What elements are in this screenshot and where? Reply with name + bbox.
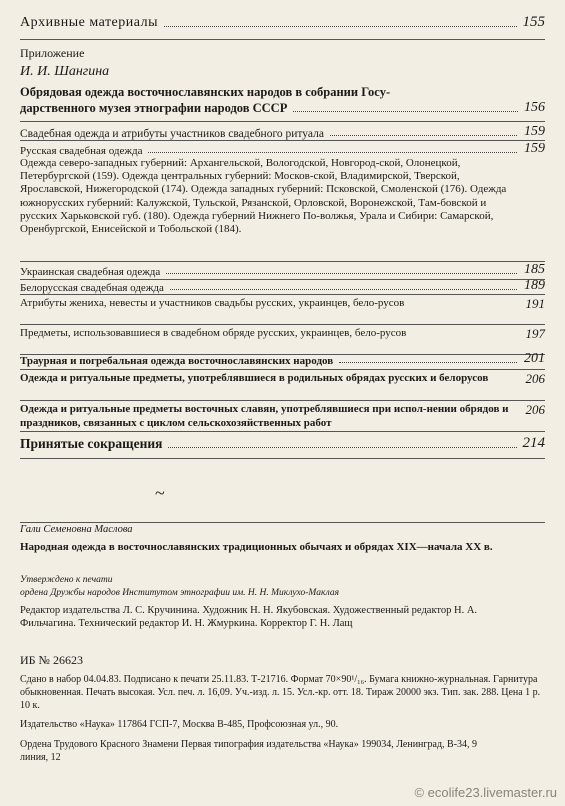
author-name: И. И. Шангина	[20, 64, 110, 79]
separator-line	[20, 39, 545, 40]
watermark-text: © ecolife23.livemaster.ru	[414, 785, 557, 800]
editors-block: Редактор издательства Л. С. Кручинина. Художник Н. Н. Якубовская. Художественный редактор Н. А. Фильчагина. Технический редактор И. Н. Жмуркина. Корректор Г. Н. Лащ	[20, 605, 478, 629]
toc-entry-attributes: Атрибуты женихa, невесты и участников свадьбы русских, украинцев, бело-русов 191	[20, 296, 545, 311]
appendix-heading: Приложение	[20, 46, 85, 60]
colophon-author: Гали Семеновна Маслова	[20, 524, 133, 535]
toc-entry-ukrainian: Украинская свадебная одежда 185	[20, 262, 545, 278]
colophon-title: Народная одежда в восточнославянских традиционных обычаях и обрядах XIX—начала XX в.	[20, 541, 493, 553]
toc-entry-ritual-items: Предметы, использовавшиеся в свадебном обряде русских, украинцев, бело-русов 197	[20, 326, 545, 341]
printer-address: Ордена Трудового Красного Знамени Первая типография издательства «Наука» 199034, Ленинград, В-34, 9 линия, 12	[20, 739, 478, 763]
toc-entry-wedding-attributes: Свадебная одежда и атрибуты участников свадебного ритуала 159	[20, 124, 545, 140]
toc-entry-belarusian: Белорусская свадебная одежда 189	[20, 278, 545, 294]
print-info: Сдано в набор 04.04.83. Подписано к печати 25.11.83. Т-21716. Формат 70×90¹/₁₆. Бумага книжно-журнальная. Гарнитура обыкновенная. Печать высокая. Усл. печ. л. 16,09. Уч.-изд. л. 15. Усл.-кр. отт. 18. Тираж 20000 экз. Тип. зак. 288. Цена 1 р. 10 к.	[20, 674, 541, 711]
toc-entry-archive: Архивные материалы 155	[20, 14, 545, 30]
leader-dots	[164, 25, 517, 27]
toc-main-title: Обрядовая одежда восточнославянских народов в собрании Госу- дарственного музея этнографии народов СССР 156	[20, 85, 545, 115]
approved-line-1: Утверждено к печати	[20, 575, 113, 585]
ib-number: ИБ № 26623	[20, 653, 84, 667]
toc-entry-mourning: Траурная и погребальная одежда восточнославянских народов 201	[20, 351, 545, 367]
ornament-squiggle: ~	[155, 483, 165, 503]
toc-entry-agricultural: Одежда и ритуальные предметы восточных славян, употреблявшиеся при испол-нении обрядов и праздников, связанных с циклом сельскохозяйственных работ 206	[20, 401, 545, 429]
toc-entry-russian-wedding: Русская свадебная одежда 159	[20, 141, 545, 157]
russian-wedding-regions: Одежда северо-западных губерний: Архангельской, Вологодской, Новгород-ской, Олонецкой, Петербургской (159). Одежда центральных губерний: Москов-ской, Владимирской, Тверской, Ярославской, Нижегородской (174). Одежда западных губерний: Псковской, Смоленской (176). Одежда южнорусских губерний: Калужской, Тульской, Рязанской, Орловской, Воронежской, Там-бовской и русских Харьковской губ. (180). Одежда губерний Нижнего По-волжья, Урала и Сибири: Самарской, Оренбургской, Енисейской и Тобольской (184).	[20, 157, 507, 236]
toc-entry-birth-rituals: Одежда и ритуальные предметы, употреблявшиеся в родильных обрядах русских и белорусов 206	[20, 371, 545, 386]
publisher-address: Издательство «Наука» 117864 ГСП-7, Москва В-485, Профсоюзная ул., 90.	[20, 719, 339, 730]
approved-line-2: ордена Дружбы народов Институтом этнографии им. Н. Н. Миклухо-Маклая	[20, 588, 340, 598]
toc-entry-abbreviations: Принятые сокращения 214	[20, 435, 545, 451]
